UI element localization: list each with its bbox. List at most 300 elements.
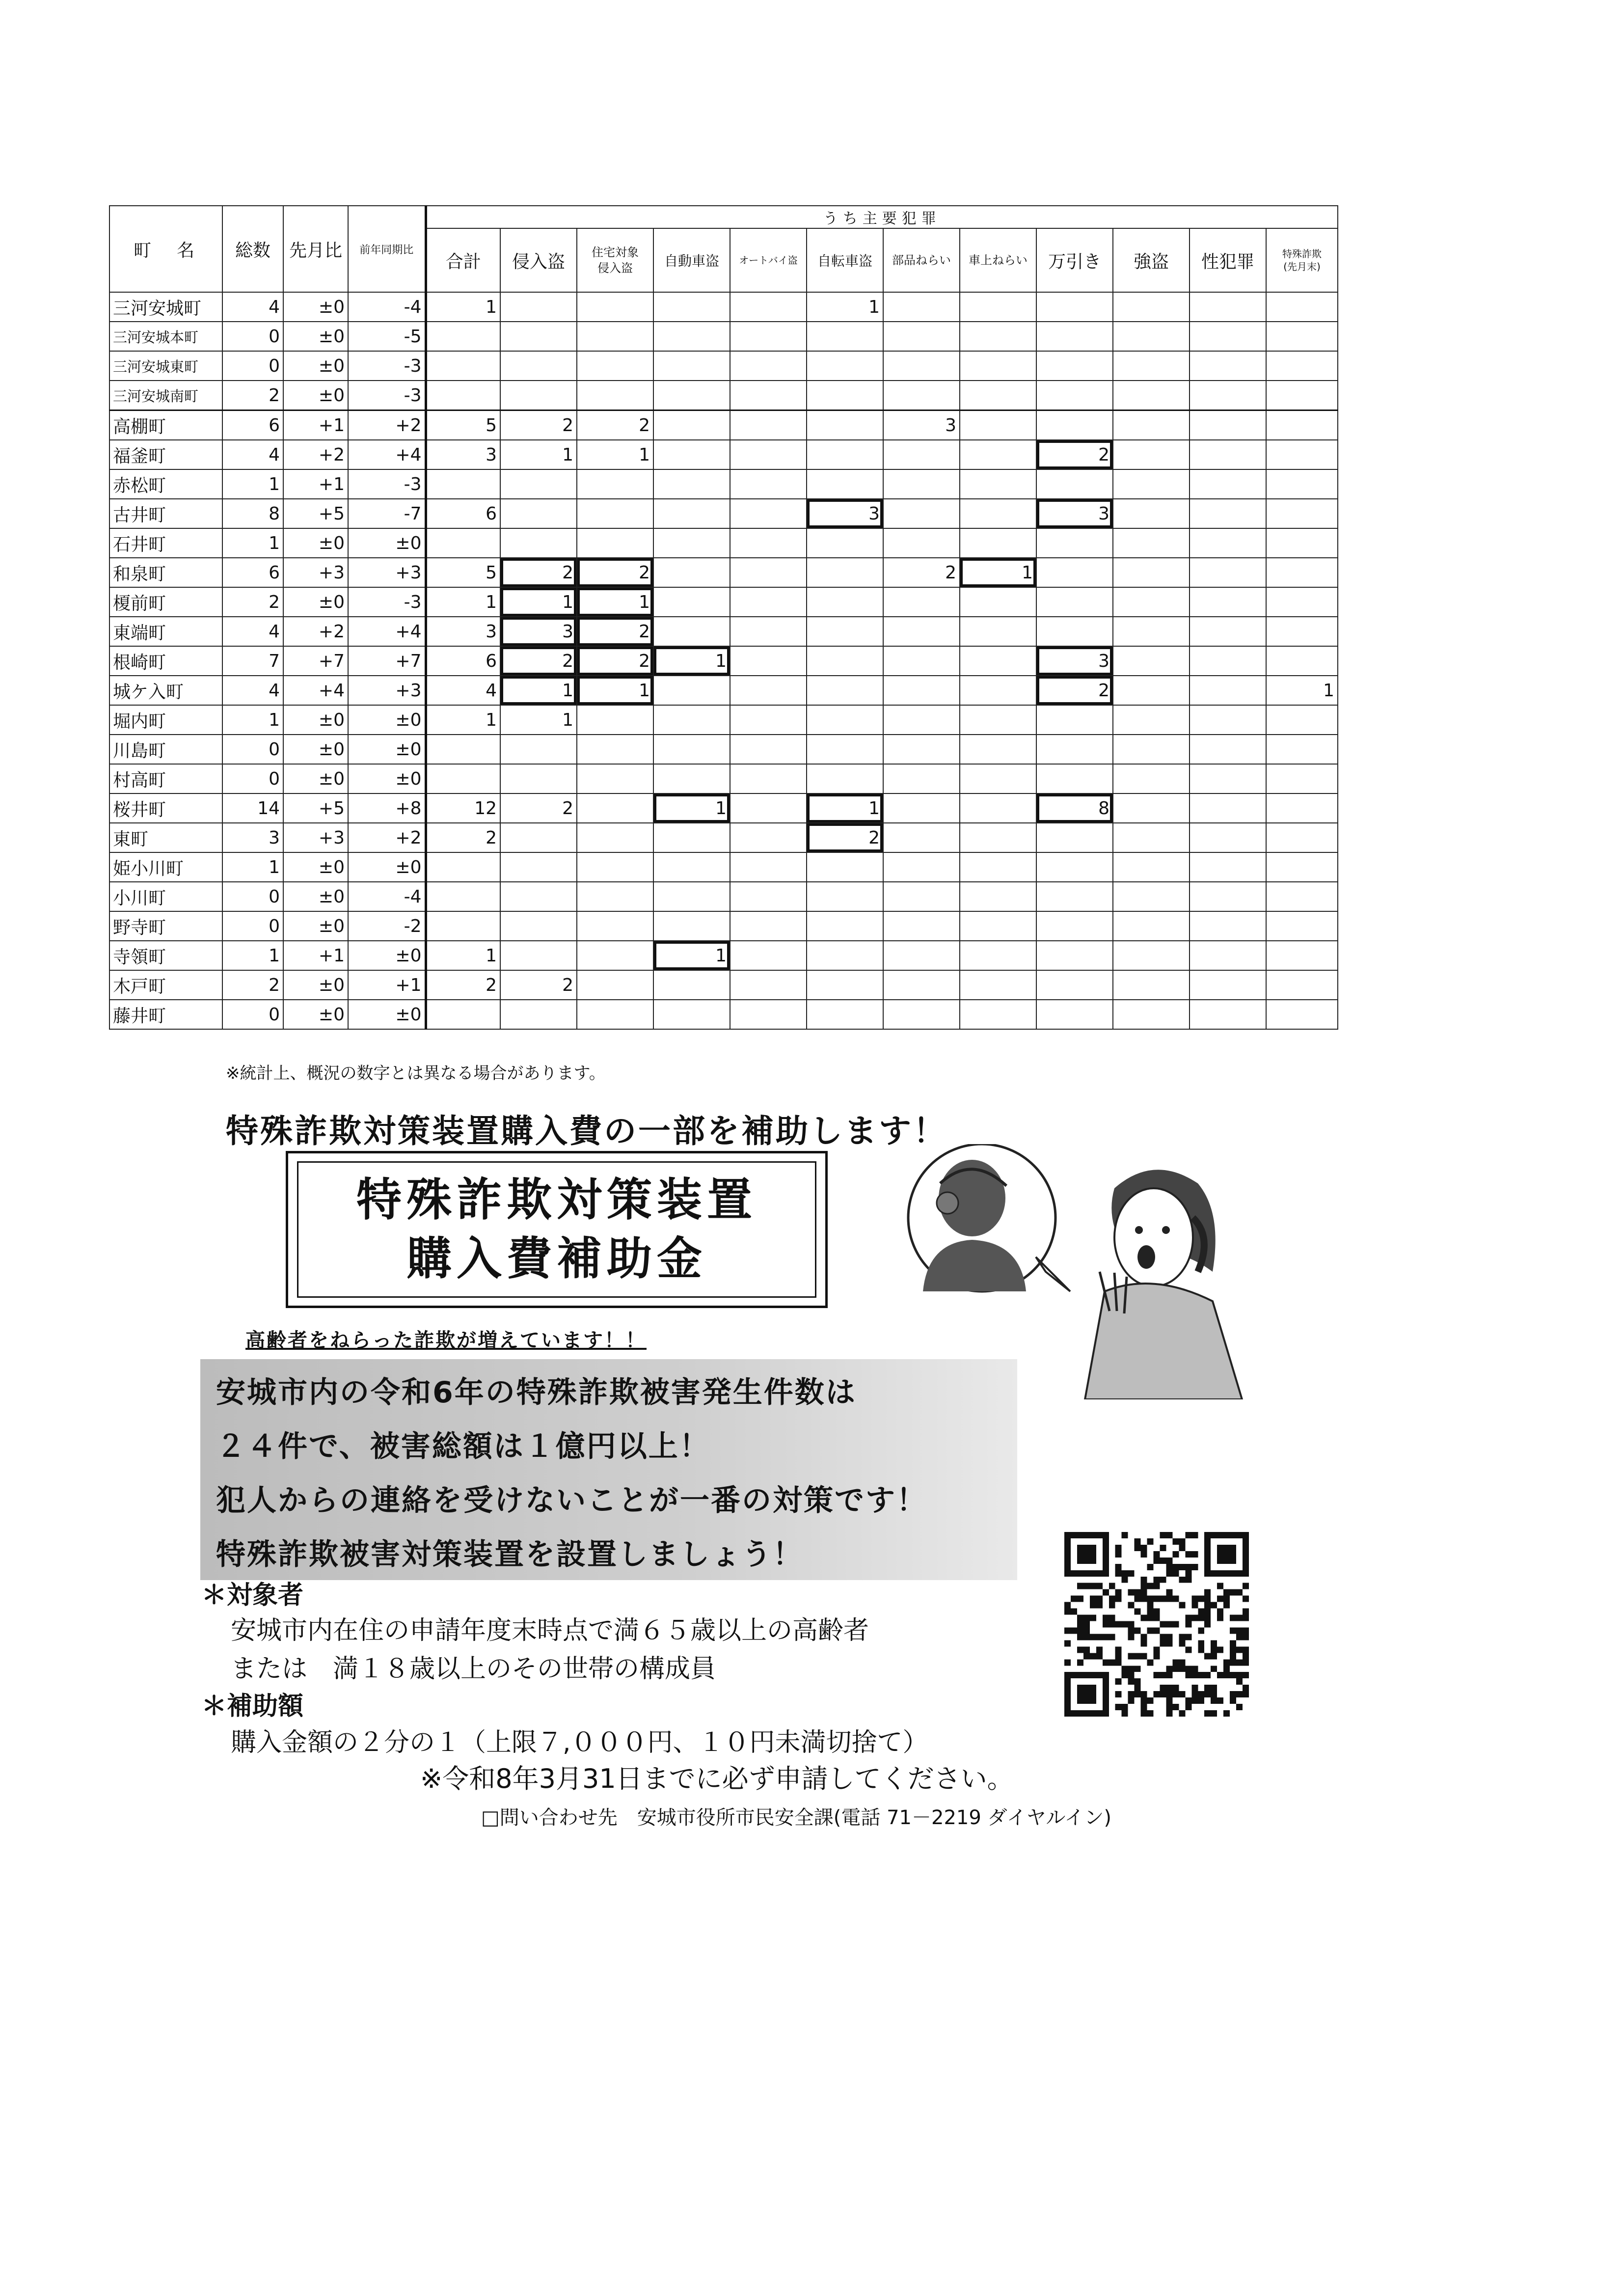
bicycle-theft-cell <box>807 558 883 587</box>
total-cell: 1 <box>222 941 283 970</box>
year-change-cell: -3 <box>348 469 426 499</box>
town-name-cell: 城ケ入町 <box>109 676 222 705</box>
burglary-cell: 1 <box>500 705 577 735</box>
home-burglary-cell <box>577 381 653 410</box>
month-change-cell: ±0 <box>283 587 348 617</box>
car-break-in-cell <box>960 410 1036 440</box>
car-break-in-cell <box>960 676 1036 705</box>
header-special-fraud <box>1266 228 1338 292</box>
car-theft-cell <box>653 587 730 617</box>
special-fraud-cell <box>1266 558 1338 587</box>
shoplifting-cell <box>1036 852 1113 882</box>
car-break-in-cell <box>960 617 1036 646</box>
header-sum: 合計 <box>426 228 500 292</box>
subsidy-title-box <box>286 1151 828 1308</box>
burglary-cell <box>500 381 577 410</box>
special-fraud-cell <box>1266 587 1338 617</box>
shoplifting-cell: 2 <box>1036 676 1113 705</box>
amount-label: ＊補助額 <box>201 1692 304 1721</box>
town-name-cell: 赤松町 <box>109 469 222 499</box>
special-fraud-cell <box>1266 528 1338 558</box>
burglary-cell <box>500 764 577 793</box>
month-change-cell: ±0 <box>283 381 348 410</box>
robbery-cell <box>1113 292 1190 322</box>
car-break-in-cell <box>960 322 1036 351</box>
robbery-cell <box>1113 381 1190 410</box>
table-row <box>109 735 1338 764</box>
parts-theft-cell <box>883 381 960 410</box>
month-change-cell: +7 <box>283 646 348 676</box>
header-town: 町 名 <box>109 206 222 292</box>
home-burglary-cell: 1 <box>577 587 653 617</box>
table-row <box>109 617 1338 646</box>
car-theft-cell <box>653 410 730 440</box>
car-theft-cell <box>653 558 730 587</box>
bike-theft-cell <box>730 351 807 381</box>
town-name-cell: 古井町 <box>109 499 222 528</box>
header-fraud-line1: 特殊詐欺 <box>1282 248 1322 260</box>
home-burglary-cell <box>577 793 653 823</box>
header-parts-theft: 部品ねらい <box>883 228 960 292</box>
sex-crime-cell <box>1190 970 1266 1000</box>
bicycle-theft-cell: 1 <box>807 793 883 823</box>
special-fraud-cell <box>1266 646 1338 676</box>
sum-cell: 1 <box>426 705 500 735</box>
car-theft-cell <box>653 970 730 1000</box>
special-fraud-cell <box>1266 705 1338 735</box>
robbery-cell <box>1113 882 1190 911</box>
crime-table-body <box>109 292 1338 1029</box>
robbery-cell <box>1113 764 1190 793</box>
sex-crime-cell <box>1190 381 1266 410</box>
bike-theft-cell <box>730 322 807 351</box>
burglary-cell <box>500 941 577 970</box>
table-row <box>109 1000 1338 1029</box>
target-line-2: または 満１８歳以上のその世帯の構成員 <box>231 1654 716 1684</box>
bicycle-theft-cell: 1 <box>807 292 883 322</box>
burglary-cell <box>500 292 577 322</box>
crime-statistics-table <box>109 205 1338 1030</box>
bicycle-theft-cell <box>807 381 883 410</box>
home-burglary-cell <box>577 882 653 911</box>
car-theft-cell <box>653 764 730 793</box>
bike-theft-cell <box>730 852 807 882</box>
car-break-in-cell <box>960 499 1036 528</box>
shoplifting-cell <box>1036 970 1113 1000</box>
parts-theft-cell <box>883 852 960 882</box>
shoplifting-cell: 8 <box>1036 793 1113 823</box>
bicycle-theft-cell <box>807 351 883 381</box>
robbery-cell <box>1113 528 1190 558</box>
total-cell: 8 <box>222 499 283 528</box>
robbery-cell <box>1113 735 1190 764</box>
burglary-cell <box>500 911 577 941</box>
home-burglary-cell: 2 <box>577 410 653 440</box>
robbery-cell <box>1113 410 1190 440</box>
table-row <box>109 970 1338 1000</box>
header-shoplifting: 万引き <box>1036 228 1113 292</box>
header-home-burglary-line2: 侵入盗 <box>597 261 633 275</box>
car-break-in-cell <box>960 735 1036 764</box>
car-break-in-cell <box>960 351 1036 381</box>
month-change-cell: ±0 <box>283 292 348 322</box>
year-change-cell: -3 <box>348 381 426 410</box>
table-row <box>109 823 1338 852</box>
table-row <box>109 381 1338 410</box>
car-break-in-cell <box>960 882 1036 911</box>
year-change-cell: -5 <box>348 322 426 351</box>
burglary-cell: 1 <box>500 440 577 469</box>
table-row <box>109 440 1338 469</box>
table-row <box>109 941 1338 970</box>
town-name-cell: 根崎町 <box>109 646 222 676</box>
bicycle-theft-cell <box>807 528 883 558</box>
table-row <box>109 410 1338 440</box>
table-row <box>109 528 1338 558</box>
town-name-cell: 姫小川町 <box>109 852 222 882</box>
parts-theft-cell <box>883 911 960 941</box>
table-row <box>109 852 1338 882</box>
year-change-cell: -2 <box>348 911 426 941</box>
home-burglary-cell <box>577 292 653 322</box>
month-change-cell: ±0 <box>283 764 348 793</box>
total-cell: 6 <box>222 558 283 587</box>
sex-crime-cell <box>1190 528 1266 558</box>
car-break-in-cell <box>960 469 1036 499</box>
car-break-in-cell <box>960 440 1036 469</box>
header-fraud-line2: (先月末) <box>1283 261 1321 273</box>
bicycle-theft-cell <box>807 970 883 1000</box>
sex-crime-cell <box>1190 292 1266 322</box>
sex-crime-cell <box>1190 676 1266 705</box>
shoplifting-cell <box>1036 823 1113 852</box>
sex-crime-cell <box>1190 410 1266 440</box>
header-bicycle-theft: 自転車盗 <box>807 228 883 292</box>
highlight-line-1: 安城市内の令和6年の特殊詐欺被害発生件数は <box>216 1375 857 1410</box>
car-theft-cell <box>653 528 730 558</box>
subsidy-title-line1: 特殊詐欺対策装置 <box>356 1174 757 1226</box>
month-change-cell: ±0 <box>283 735 348 764</box>
shoplifting-cell <box>1036 528 1113 558</box>
year-change-cell: ±0 <box>348 764 426 793</box>
car-break-in-cell <box>960 705 1036 735</box>
sex-crime-cell <box>1190 705 1266 735</box>
month-change-cell: ±0 <box>283 528 348 558</box>
bicycle-theft-cell <box>807 1000 883 1029</box>
bicycle-theft-cell <box>807 911 883 941</box>
special-fraud-cell <box>1266 322 1338 351</box>
year-change-cell: +3 <box>348 676 426 705</box>
robbery-cell <box>1113 322 1190 351</box>
burglary-cell <box>500 852 577 882</box>
car-theft-cell <box>653 676 730 705</box>
burglary-cell <box>500 528 577 558</box>
sex-crime-cell <box>1190 351 1266 381</box>
special-fraud-cell <box>1266 735 1338 764</box>
bike-theft-cell <box>730 705 807 735</box>
sum-cell: 4 <box>426 676 500 705</box>
town-name-cell: 木戸町 <box>109 970 222 1000</box>
bike-theft-cell <box>730 292 807 322</box>
table-row <box>109 322 1338 351</box>
shoplifting-cell: 3 <box>1036 499 1113 528</box>
home-burglary-cell <box>577 705 653 735</box>
home-burglary-cell <box>577 528 653 558</box>
bike-theft-cell <box>730 764 807 793</box>
month-change-cell: ±0 <box>283 970 348 1000</box>
shoplifting-cell <box>1036 882 1113 911</box>
home-burglary-cell <box>577 322 653 351</box>
car-theft-cell <box>653 440 730 469</box>
bicycle-theft-cell <box>807 440 883 469</box>
bike-theft-cell <box>730 381 807 410</box>
total-cell: 1 <box>222 852 283 882</box>
parts-theft-cell: 2 <box>883 558 960 587</box>
parts-theft-cell <box>883 528 960 558</box>
town-name-cell: 三河安城町 <box>109 292 222 322</box>
bicycle-theft-cell <box>807 322 883 351</box>
parts-theft-cell <box>883 617 960 646</box>
burglary-cell: 2 <box>500 558 577 587</box>
bicycle-theft-cell <box>807 705 883 735</box>
sum-cell <box>426 911 500 941</box>
car-theft-cell <box>653 381 730 410</box>
table-row <box>109 587 1338 617</box>
sum-cell <box>426 322 500 351</box>
subsidy-title-line2: 購入費補助金 <box>406 1232 707 1285</box>
town-name-cell: 桜井町 <box>109 793 222 823</box>
year-change-cell: +7 <box>348 646 426 676</box>
burglary-cell: 2 <box>500 970 577 1000</box>
sum-cell <box>426 381 500 410</box>
burglary-cell <box>500 1000 577 1029</box>
total-cell: 0 <box>222 322 283 351</box>
subsidy-title-inner <box>297 1161 816 1298</box>
special-fraud-cell: 1 <box>1266 676 1338 705</box>
shoplifting-cell <box>1036 469 1113 499</box>
bicycle-theft-cell <box>807 852 883 882</box>
sum-cell: 3 <box>426 440 500 469</box>
burglary-cell <box>500 499 577 528</box>
parts-theft-cell <box>883 646 960 676</box>
year-change-cell: +4 <box>348 617 426 646</box>
burglary-cell: 2 <box>500 410 577 440</box>
sex-crime-cell <box>1190 764 1266 793</box>
burglary-cell: 1 <box>500 676 577 705</box>
sum-cell <box>426 852 500 882</box>
year-change-cell: ±0 <box>348 735 426 764</box>
scammer-figure <box>908 1144 1055 1291</box>
special-fraud-cell <box>1266 381 1338 410</box>
month-change-cell: ±0 <box>283 911 348 941</box>
qr-code[interactable] <box>1064 1532 1249 1717</box>
home-burglary-cell <box>577 469 653 499</box>
robbery-cell <box>1113 705 1190 735</box>
total-cell: 2 <box>222 381 283 410</box>
home-burglary-cell <box>577 852 653 882</box>
table-row <box>109 469 1338 499</box>
sex-crime-cell <box>1190 322 1266 351</box>
car-break-in-cell <box>960 941 1036 970</box>
home-burglary-cell <box>577 499 653 528</box>
special-fraud-cell <box>1266 852 1338 882</box>
home-burglary-cell <box>577 823 653 852</box>
total-cell: 0 <box>222 764 283 793</box>
total-cell: 3 <box>222 823 283 852</box>
bike-theft-cell <box>730 941 807 970</box>
month-change-cell: +5 <box>283 793 348 823</box>
parts-theft-cell <box>883 587 960 617</box>
robbery-cell <box>1113 941 1190 970</box>
car-break-in-cell <box>960 793 1036 823</box>
robbery-cell <box>1113 911 1190 941</box>
shoplifting-cell <box>1036 322 1113 351</box>
bike-theft-cell <box>730 1000 807 1029</box>
shoplifting-cell <box>1036 410 1113 440</box>
year-change-cell: +1 <box>348 970 426 1000</box>
home-burglary-cell <box>577 351 653 381</box>
car-break-in-cell <box>960 764 1036 793</box>
burglary-cell: 1 <box>500 587 577 617</box>
sum-cell <box>426 1000 500 1029</box>
month-change-cell: +1 <box>283 469 348 499</box>
bike-theft-cell <box>730 410 807 440</box>
header-car-break-in: 車上ねらい <box>960 228 1036 292</box>
bicycle-theft-cell <box>807 469 883 499</box>
sum-cell: 5 <box>426 410 500 440</box>
home-burglary-cell: 2 <box>577 646 653 676</box>
sum-cell: 12 <box>426 793 500 823</box>
town-name-cell: 寺領町 <box>109 941 222 970</box>
parts-theft-cell <box>883 764 960 793</box>
robbery-cell <box>1113 558 1190 587</box>
robbery-cell <box>1113 499 1190 528</box>
sex-crime-cell <box>1190 617 1266 646</box>
robbery-cell <box>1113 469 1190 499</box>
month-change-cell: ±0 <box>283 1000 348 1029</box>
parts-theft-cell <box>883 793 960 823</box>
special-fraud-cell <box>1266 911 1338 941</box>
town-name-cell: 三河安城南町 <box>109 381 222 410</box>
month-change-cell: +2 <box>283 617 348 646</box>
bike-theft-cell <box>730 469 807 499</box>
table-row <box>109 292 1338 322</box>
table-row <box>109 705 1338 735</box>
year-change-cell: +2 <box>348 410 426 440</box>
town-name-cell: 藤井町 <box>109 1000 222 1029</box>
table-row <box>109 558 1338 587</box>
sex-crime-cell <box>1190 1000 1266 1029</box>
shoplifting-cell <box>1036 617 1113 646</box>
town-name-cell: 福釜町 <box>109 440 222 469</box>
header-home-burglary <box>577 228 653 292</box>
sum-cell: 6 <box>426 499 500 528</box>
robbery-cell <box>1113 852 1190 882</box>
burglary-cell <box>500 735 577 764</box>
woman-figure <box>1085 1170 1242 1399</box>
sex-crime-cell <box>1190 499 1266 528</box>
car-theft-cell <box>653 823 730 852</box>
header-yoy: 前年同期比 <box>348 206 426 292</box>
town-name-cell: 野寺町 <box>109 911 222 941</box>
sex-crime-cell <box>1190 941 1266 970</box>
sex-crime-cell <box>1190 558 1266 587</box>
car-break-in-cell <box>960 292 1036 322</box>
application-deadline: ※令和8年3月31日までに必ず申請してください。 <box>420 1763 1014 1794</box>
shoplifting-cell: 3 <box>1036 646 1113 676</box>
year-change-cell: -3 <box>348 587 426 617</box>
special-fraud-cell <box>1266 793 1338 823</box>
shoplifting-cell <box>1036 735 1113 764</box>
sum-cell: 3 <box>426 617 500 646</box>
month-change-cell: ±0 <box>283 882 348 911</box>
total-cell: 6 <box>222 410 283 440</box>
total-cell: 14 <box>222 793 283 823</box>
special-fraud-cell <box>1266 764 1338 793</box>
table-row <box>109 911 1338 941</box>
shoplifting-cell <box>1036 292 1113 322</box>
car-theft-cell <box>653 322 730 351</box>
month-change-cell: +1 <box>283 410 348 440</box>
parts-theft-cell <box>883 823 960 852</box>
sex-crime-cell <box>1190 882 1266 911</box>
total-cell: 0 <box>222 911 283 941</box>
total-cell: 1 <box>222 705 283 735</box>
parts-theft-cell: 3 <box>883 410 960 440</box>
total-cell: 2 <box>222 970 283 1000</box>
bike-theft-cell <box>730 735 807 764</box>
sum-cell: 1 <box>426 587 500 617</box>
bike-theft-cell <box>730 440 807 469</box>
sex-crime-cell <box>1190 440 1266 469</box>
bike-theft-cell <box>730 882 807 911</box>
sex-crime-cell <box>1190 735 1266 764</box>
header-robbery: 強盗 <box>1113 228 1190 292</box>
sex-crime-cell <box>1190 587 1266 617</box>
table-row <box>109 793 1338 823</box>
year-change-cell: ±0 <box>348 705 426 735</box>
parts-theft-cell <box>883 469 960 499</box>
robbery-cell <box>1113 1000 1190 1029</box>
robbery-cell <box>1113 646 1190 676</box>
special-fraud-cell <box>1266 469 1338 499</box>
robbery-cell <box>1113 970 1190 1000</box>
sum-cell: 2 <box>426 970 500 1000</box>
car-theft-cell: 1 <box>653 646 730 676</box>
total-cell: 1 <box>222 469 283 499</box>
home-burglary-cell: 2 <box>577 617 653 646</box>
bike-theft-cell <box>730 646 807 676</box>
town-name-cell: 和泉町 <box>109 558 222 587</box>
year-change-cell: +4 <box>348 440 426 469</box>
burglary-cell: 2 <box>500 646 577 676</box>
shoplifting-cell <box>1036 1000 1113 1029</box>
town-name-cell: 小川町 <box>109 882 222 911</box>
car-break-in-cell <box>960 852 1036 882</box>
car-theft-cell <box>653 499 730 528</box>
car-break-in-cell <box>960 1000 1036 1029</box>
special-fraud-cell <box>1266 882 1338 911</box>
sum-cell: 1 <box>426 941 500 970</box>
robbery-cell <box>1113 440 1190 469</box>
car-theft-cell <box>653 351 730 381</box>
bicycle-theft-cell: 3 <box>807 499 883 528</box>
bicycle-theft-cell <box>807 882 883 911</box>
shoplifting-cell <box>1036 558 1113 587</box>
month-change-cell: +2 <box>283 440 348 469</box>
parts-theft-cell <box>883 941 960 970</box>
car-break-in-cell: 1 <box>960 558 1036 587</box>
